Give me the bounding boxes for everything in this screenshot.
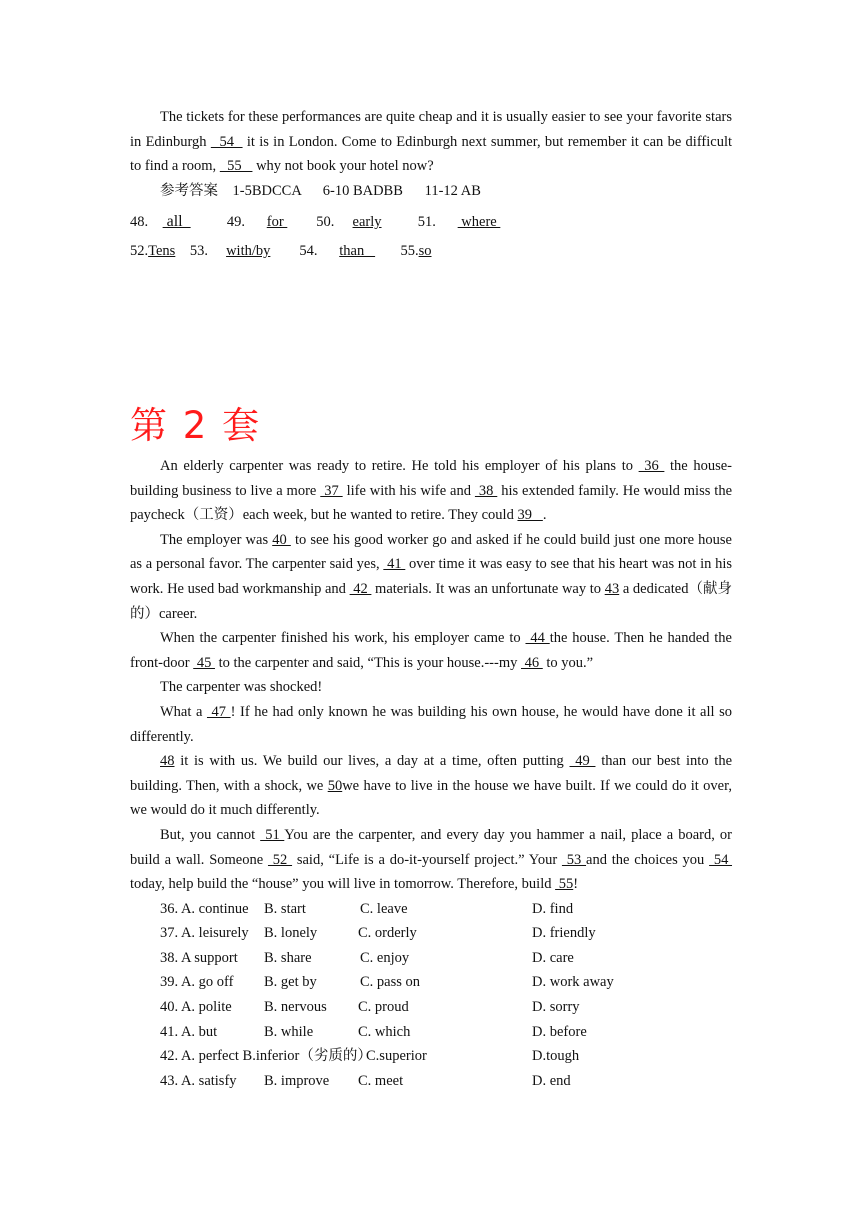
option-a: 36. A. continue <box>160 900 249 917</box>
blank-41: 41 <box>383 556 406 573</box>
answer-55: so <box>418 243 432 260</box>
option-c: C. leave <box>360 900 408 917</box>
text: ! If he had only known he was building his own house, he would have done it all so differently. <box>130 703 732 745</box>
passage <box>130 454 732 1093</box>
option-d: D. care <box>532 949 574 966</box>
option-b: B. while <box>264 1023 314 1040</box>
blank-55: 55 <box>219 158 253 175</box>
option-b: B. get by <box>264 974 317 991</box>
blank-39: 39 <box>517 507 543 524</box>
text: the house. Then he handed the front-door <box>130 630 732 671</box>
text: and the choices you <box>586 851 710 868</box>
blank-47: 47 <box>206 703 231 720</box>
text: than our best into the building. Then, with a shock, we <box>130 753 733 794</box>
option-b: B. start <box>264 900 306 917</box>
text: The tickets for these performances are quite cheap and it is usually easier to see your favorite stars in Edinburgh <box>130 109 732 150</box>
option-row-39 <box>160 970 732 995</box>
answer-number: 52. <box>130 243 149 260</box>
blank-52: 52 <box>267 851 293 868</box>
option-d: D. end <box>532 1072 571 1089</box>
passage-paragraph-4: The carpenter was shocked! <box>160 679 323 696</box>
option-d: D. before <box>532 1023 587 1040</box>
passage-paragraph-5 <box>130 700 732 749</box>
text: What a <box>160 703 207 720</box>
text: to see his good worker go and asked if he could build just one more house as a personal favor. The carpenter said yes, <box>130 531 732 573</box>
text: ! <box>573 876 579 893</box>
text: over time it was easy to see that his heart was not in his work. He used bad workmanship and <box>130 556 733 597</box>
option-a: 43. A. satisfy <box>160 1072 237 1089</box>
option-row-37 <box>160 921 732 946</box>
answer-53: with/by <box>226 243 271 260</box>
text: . <box>542 507 547 524</box>
options-list <box>130 897 732 1094</box>
passage-paragraph-7 <box>130 823 732 897</box>
answer-number: 51. <box>417 214 436 231</box>
text: today, help build the “house” you will live in tomorrow. Therefore, build <box>130 876 556 893</box>
option-d: D. work away <box>532 974 614 991</box>
option-row-38 <box>160 946 732 971</box>
passage-paragraph-6 <box>130 749 732 823</box>
text: life with his wife and <box>342 482 475 499</box>
text: it is with us. We build our lives, a day at a time, often putting <box>174 753 570 770</box>
answers-row-2 <box>130 237 732 266</box>
text: materials. It was an unfortunate way to <box>371 580 605 597</box>
text: The employer was <box>160 531 273 548</box>
top-section <box>130 105 732 266</box>
text: You are the carpenter, and every day you hammer a nail, place a board, or build a wall. Someone <box>130 826 733 868</box>
answer-48: all <box>162 213 191 231</box>
option-c: C. enjoy <box>360 949 410 966</box>
option-c: C. meet <box>358 1072 404 1089</box>
option-row-41 <box>160 1020 732 1045</box>
text: said, “Life is a do-it-yourself project.” Your <box>292 851 562 868</box>
option-b: B. share <box>264 949 312 966</box>
option-a: 41. A. but <box>160 1023 218 1040</box>
blank-49: 49 <box>569 753 596 770</box>
text: the house-building business to live a more <box>130 458 733 499</box>
answer-number: 55. <box>400 243 419 260</box>
answer-number: 53. <box>189 243 208 260</box>
option-c: C.superior <box>366 1048 427 1065</box>
option-d: D. find <box>532 900 574 917</box>
answer-51: where <box>457 214 501 231</box>
option-c: C. which <box>358 1023 411 1040</box>
option-b: B. lonely <box>264 925 318 942</box>
answer-key-line: 参考答案 1-5BDCCA 6-10 BADBB 11-12 AB <box>160 182 481 199</box>
answer-50: early <box>352 214 382 231</box>
answer-54: than <box>339 243 376 260</box>
blank-50: 50 <box>327 777 343 794</box>
option-d: D. sorry <box>532 999 580 1016</box>
blank-36: 36 <box>638 458 665 474</box>
answer-number: 54. <box>299 243 318 260</box>
text: we have to live in the house we have built. If we could do it over, we would do it much differently. <box>130 777 732 819</box>
option-c: C. pass on <box>360 974 421 991</box>
option-a: 39. A. go off <box>160 974 234 991</box>
set-title: 第 2 套 <box>130 404 262 447</box>
blank-48: 48 <box>160 753 175 770</box>
blank-38: 38 <box>474 482 498 499</box>
text: When the carpenter finished his work, his employer came to <box>160 630 526 647</box>
blank-37: 37 <box>320 482 343 499</box>
passage-paragraph-2 <box>130 528 732 626</box>
answer-number: 49. <box>226 214 245 231</box>
option-b: B. improve <box>264 1072 330 1089</box>
answer-49: for <box>266 214 288 231</box>
option-a: 40. A. polite <box>160 999 232 1016</box>
answer-52: Tens <box>148 243 176 260</box>
blank-44: 44 <box>525 630 550 647</box>
option-d: D.tough <box>532 1048 580 1065</box>
text: why not book your hotel now? <box>252 158 434 175</box>
answer-number: 50. <box>316 214 335 231</box>
blank-53: 53 <box>561 851 587 868</box>
option-row-36 <box>160 897 732 922</box>
option-row-40 <box>160 995 732 1020</box>
blank-46: 46 <box>521 654 543 671</box>
text: it is in London. Come to Edinburgh next summer, but remember it can be difficult to find a room, <box>130 133 732 175</box>
text: But, you cannot <box>160 826 261 843</box>
text: An elderly carpenter was ready to retire. He told his employer of his plans to <box>160 458 639 474</box>
text: to you.” <box>542 654 594 671</box>
passage-paragraph-3 <box>130 626 732 675</box>
option-b: B. nervous <box>264 999 327 1016</box>
blank-55-passage: 55 <box>555 876 574 893</box>
blank-40: 40 <box>272 531 291 548</box>
blank-51: 51 <box>260 826 285 843</box>
option-a: 42. A. perfect B.inferior（劣质的） <box>160 1048 372 1065</box>
blank-45: 45 <box>193 654 215 671</box>
answer-number: 48. <box>130 214 149 231</box>
blank-54-passage: 54 <box>709 851 733 868</box>
text: a dedicated（献身的）career. <box>130 580 733 622</box>
option-c: C. orderly <box>358 925 417 942</box>
option-d: D. friendly <box>532 925 596 942</box>
option-a: 38. A support <box>160 949 238 966</box>
option-row-42 <box>160 1044 732 1069</box>
option-row-43 <box>160 1069 732 1094</box>
passage-paragraph-1 <box>130 454 732 528</box>
option-c: C. proud <box>358 999 409 1016</box>
tickets-paragraph <box>130 105 732 179</box>
blank-42: 42 <box>349 580 372 597</box>
text: to the carpenter and said, “This is your house.---my <box>214 654 521 671</box>
blank-54: 54 <box>210 133 243 150</box>
answers-row-1 <box>130 207 732 237</box>
option-a: 37. A. leisurely <box>160 925 249 942</box>
blank-43: 43 <box>604 580 620 597</box>
text: his extended family. He would miss the paycheck（工资）each week, but he wanted to retire. They could <box>130 482 733 524</box>
